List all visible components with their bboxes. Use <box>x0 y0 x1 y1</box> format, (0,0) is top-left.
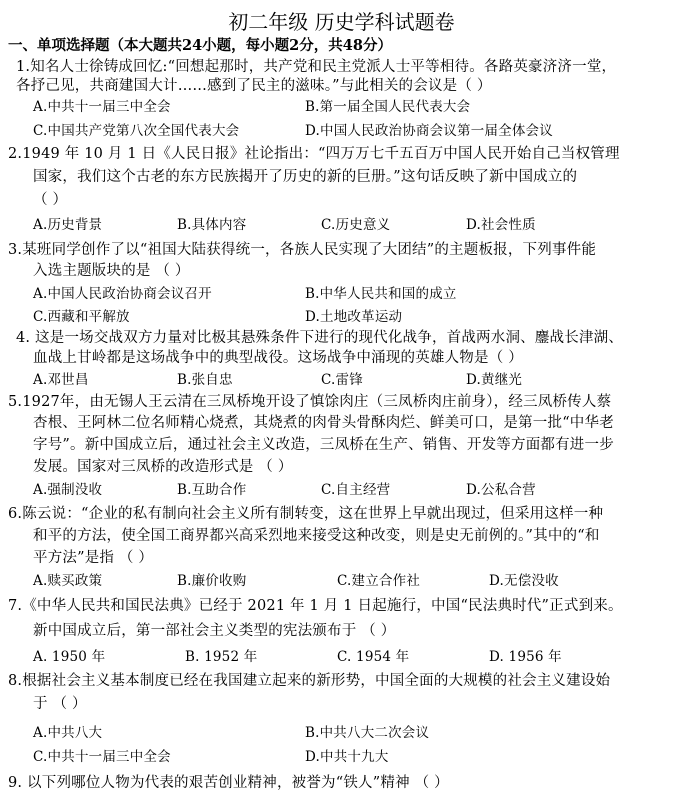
q6-option-a: A.赎买政策 <box>33 573 103 589</box>
q5-option-b: B.互助合作 <box>177 482 247 498</box>
q2-option-b: B.具体内容 <box>177 217 247 233</box>
q8-line2: 于 （ ） <box>33 696 87 712</box>
section-heading: 一、单项选择题（本大题共24小题，每小题2分，共48分） <box>8 37 392 54</box>
q7-line2: 新中国成立后，第一部社会主义类型的宪法颁布于 （ ） <box>33 623 396 639</box>
q5-line2: 杏根、王阿林二位名师精心烧煮，其烧煮的肉骨头骨酥肉烂、鲜美可口，是第一批“中华老 <box>33 415 614 431</box>
q5-option-d: D.公私合营 <box>466 482 536 498</box>
q8-option-b: B.中共八大二次会议 <box>305 725 430 741</box>
q8-option-c: C.中共十一届三中全会 <box>33 749 171 765</box>
q6-option-d: D.无偿没收 <box>489 573 559 589</box>
q3-line1: 3.某班同学创作了以“祖国大陆获得统一，各族人民实现了大团结”的主题板报，下列事件能 <box>8 242 597 258</box>
q4-option-a: A.邓世昌 <box>33 372 89 388</box>
q4-line1: 4. 这是一场交战双方力量对比极其悬殊条件下进行的现代化战争，首战两水洞、鏖战长津湖、 <box>16 330 624 346</box>
q7-option-d: D. 1956 年 <box>489 649 562 665</box>
q3-option-d: D.土地改革运动 <box>305 309 403 325</box>
q8-option-a: A.中共八大 <box>33 725 103 741</box>
q2-option-c: C.历史意义 <box>321 217 391 233</box>
q7-line1: 7.《中华人民共和国民法典》已经于 2021 年 1 月 1 日起施行，中国“民法典时代”正式到来。 <box>8 598 623 614</box>
q3-line2: 入选主题版块的是 （ ） <box>33 263 190 279</box>
q2-option-a: A.历史背景 <box>33 217 103 233</box>
q4-option-c: C.雷锋 <box>321 372 363 388</box>
q9-line1: 9. 以下列哪位人物为代表的艰苦创业精神，被誉为“铁人”精神 （ ） <box>8 775 449 791</box>
q1-option-b: B.第一届全国人民代表大会 <box>305 99 471 115</box>
q7-option-b: B. 1952 年 <box>185 649 258 665</box>
q8-line1: 8.根据社会主义基本制度已经在我国建立起来的新形势，中国全面的大规模的社会主义建设始 <box>8 673 611 689</box>
q1-option-c: C.中国共产党第八次全国代表大会 <box>33 123 240 139</box>
q7-option-c: C. 1954 年 <box>337 649 410 665</box>
q5-option-c: C.自主经营 <box>321 482 391 498</box>
q5-line1: 5.1927年，由无锡人王云清在三凤桥堍开设了慎馀肉庄（三凤桥肉庄前身），经三凤桥传人蔡 <box>8 394 612 410</box>
q3-option-a: A.中国人民政治协商会议召开 <box>33 286 212 302</box>
q8-option-d: D.中共十九大 <box>305 749 389 765</box>
q6-line2: 和平的方法，使全国工商界都兴高采烈地来接受这种改变，则是史无前例的。”其中的“和 <box>33 528 600 544</box>
q2-line3: （ ） <box>33 192 68 208</box>
q1-line2: 各抒己见，共商建国大计……感到了民主的滋味。”与此相关的会议是（ ） <box>16 78 492 94</box>
q4-option-b: B.张自忠 <box>177 372 233 388</box>
q4-option-d: D.黄继光 <box>466 372 523 388</box>
q2-option-d: D.社会性质 <box>466 217 536 233</box>
q7-option-a: A. 1950 年 <box>33 649 106 665</box>
q5-option-a: A.强制没收 <box>33 482 103 498</box>
page-title: 初二年级 历史学科试题卷 <box>228 10 455 34</box>
q5-line3: 字号”。新中国成立后，通过社会主义改造，三凤桥在生产、销售、开发等方面都有进一步 <box>33 437 614 453</box>
q6-line1: 6.陈云说：“企业的私有制向社会主义所有制转变，这在世界上早就出现过，但采用这样一种 <box>8 506 604 522</box>
q1-line1: 1.知名人士徐铸成回忆:“回想起那时，共产党和民主党派人士平等相待。各路英豪济济一堂， <box>16 59 617 75</box>
q4-line2: 血战上甘岭都是这场战争中的典型战役。这场战争中涌现的英雄人物是（ ） <box>33 350 523 366</box>
q2-line1: 2.1949 年 10 月 1 日《人民日报》社论指出：“四万万七千五百万中国人民开始自己当权管理 <box>8 146 620 162</box>
q2-line2: 国家，我们这个古老的东方民族揭开了历史的新的巨册。”这句话反映了新中国成立的 <box>33 169 578 185</box>
q1-option-d: D.中国人民政治协商会议第一届全体会议 <box>305 123 553 139</box>
q3-option-b: B.中华人民共和国的成立 <box>305 286 457 302</box>
q1-option-a: A.中共十一届三中全会 <box>33 99 171 115</box>
q6-option-b: B.廉价收购 <box>177 573 247 589</box>
q3-option-c: C.西藏和平解放 <box>33 309 130 325</box>
q6-option-c: C.建立合作社 <box>337 573 421 589</box>
q6-line3: 平方法”是指 （ ） <box>33 550 154 566</box>
q5-line4: 发展。国家对三凤桥的改造形式是 （ ） <box>33 459 293 475</box>
